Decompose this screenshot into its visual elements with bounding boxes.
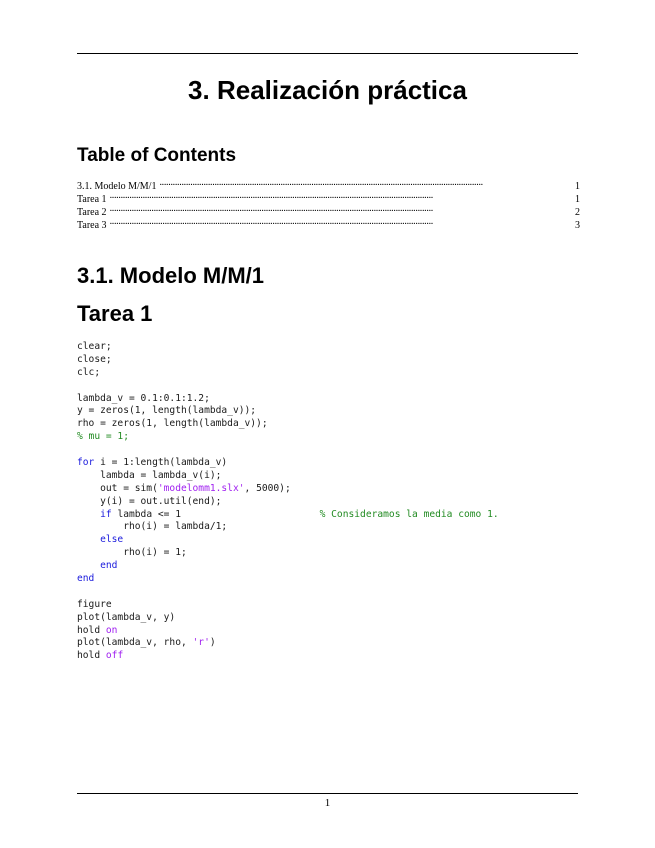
code-token-plain: y = zeros(1, length(lambda_v)); [77, 405, 257, 417]
code-token-plain: figure [77, 598, 112, 610]
code-token-plain: close; [77, 353, 112, 365]
code-line [77, 431, 578, 444]
code-line [77, 444, 578, 457]
code-token-plain: plot(lambda_v, y) [77, 611, 176, 623]
toc-entry[interactable] [77, 202, 580, 215]
code-token-plain: y(i) = out.util(end); [77, 495, 222, 507]
section-heading: 3.1. Modelo M/M/1 [77, 263, 265, 288]
code-token-plain: clc; [77, 366, 101, 378]
code-line [77, 457, 578, 470]
code-line [77, 380, 578, 393]
code-token-plain: plot(lambda_v, rho, [77, 637, 193, 649]
code-line [77, 612, 578, 625]
code-token-plain [77, 560, 100, 571]
code-token-keyword: end [100, 560, 118, 572]
code-line [77, 341, 578, 354]
code-token-keyword: end [77, 573, 95, 585]
toc-entry[interactable] [77, 215, 580, 228]
code-token-comment: % Consideramos la media como 1. [319, 508, 499, 520]
code-token-comment: % mu = 1; [77, 431, 129, 443]
code-token-string: 'r' [192, 637, 210, 649]
code-line [77, 650, 578, 663]
subsection-heading: Tarea 1 [77, 301, 153, 326]
toc-entry-label[interactable]: Tarea 1 [77, 194, 107, 202]
code-line [77, 599, 578, 612]
toc-leader-dots [159, 176, 569, 189]
code-token-plain: hold [77, 650, 106, 662]
code-line [77, 483, 578, 496]
page-number: 1 [324, 797, 331, 809]
code-token-plain: lambda = lambda_v(i); [77, 469, 222, 481]
toc-entry-page: 1 [575, 194, 580, 202]
toc-entry-page: 2 [575, 207, 580, 215]
page-title: 3. Realización práctica [188, 75, 467, 105]
code-line [77, 470, 578, 483]
code-token-string: on [105, 624, 118, 636]
code-token-plain: lambda_v = 0.1:0.1:1.2; [77, 392, 210, 404]
code-line [77, 418, 578, 431]
code-token-plain [77, 534, 100, 545]
code-line [77, 534, 578, 547]
code-token-keyword: if [100, 508, 112, 520]
code-token-plain: clear; [77, 341, 112, 352]
code-token-plain: rho(i) = 1; [77, 547, 187, 559]
code-token-string: 'modelomm1.slx' [157, 482, 245, 494]
code-token-plain: rho(i) = lambda/1; [77, 521, 228, 533]
code-block [77, 341, 578, 663]
code-line [77, 637, 578, 650]
header-rule [77, 53, 578, 54]
code-token-keyword: for [77, 457, 95, 469]
code-line [77, 354, 578, 367]
toc-leader-dots [110, 215, 569, 228]
toc-heading: Table of Contents [77, 145, 237, 166]
code-line [77, 405, 578, 418]
toc-entry[interactable] [77, 176, 580, 189]
table-of-contents [77, 176, 580, 228]
code-line [77, 625, 578, 638]
toc-entry-label[interactable]: Tarea 2 [77, 207, 107, 215]
toc-entry[interactable] [77, 189, 580, 202]
code-line [77, 586, 578, 599]
toc-entry-label[interactable]: 3.1. Modelo M/M/1 [77, 181, 157, 189]
code-line [77, 393, 578, 406]
code-token-plain: i = 1:length(lambda_v) [94, 457, 228, 469]
footer-rule [77, 793, 578, 794]
code-line [77, 560, 578, 573]
code-token-plain: , 5000); [244, 482, 291, 494]
code-token-keyword: else [100, 534, 124, 546]
toc-entry-page: 1 [575, 181, 580, 189]
code-line [77, 496, 578, 509]
code-token-plain [77, 509, 100, 520]
code-token-string: off [105, 650, 124, 662]
code-line [77, 547, 578, 560]
code-line [77, 509, 578, 522]
code-line [77, 367, 578, 380]
code-line [77, 521, 578, 534]
code-token-plain: out = sim( [77, 482, 158, 494]
code-token-plain: rho = zeros(1, length(lambda_v)); [77, 418, 268, 430]
toc-leader-dots [110, 202, 569, 215]
code-line [77, 573, 578, 586]
toc-entry-page: 3 [575, 220, 580, 228]
toc-entry-label[interactable]: Tarea 3 [77, 220, 107, 228]
toc-leader-dots [110, 189, 569, 202]
code-token-plain: ) [209, 637, 216, 649]
code-token-plain: lambda <= 1 [111, 508, 320, 520]
code-token-plain: hold [77, 624, 106, 636]
